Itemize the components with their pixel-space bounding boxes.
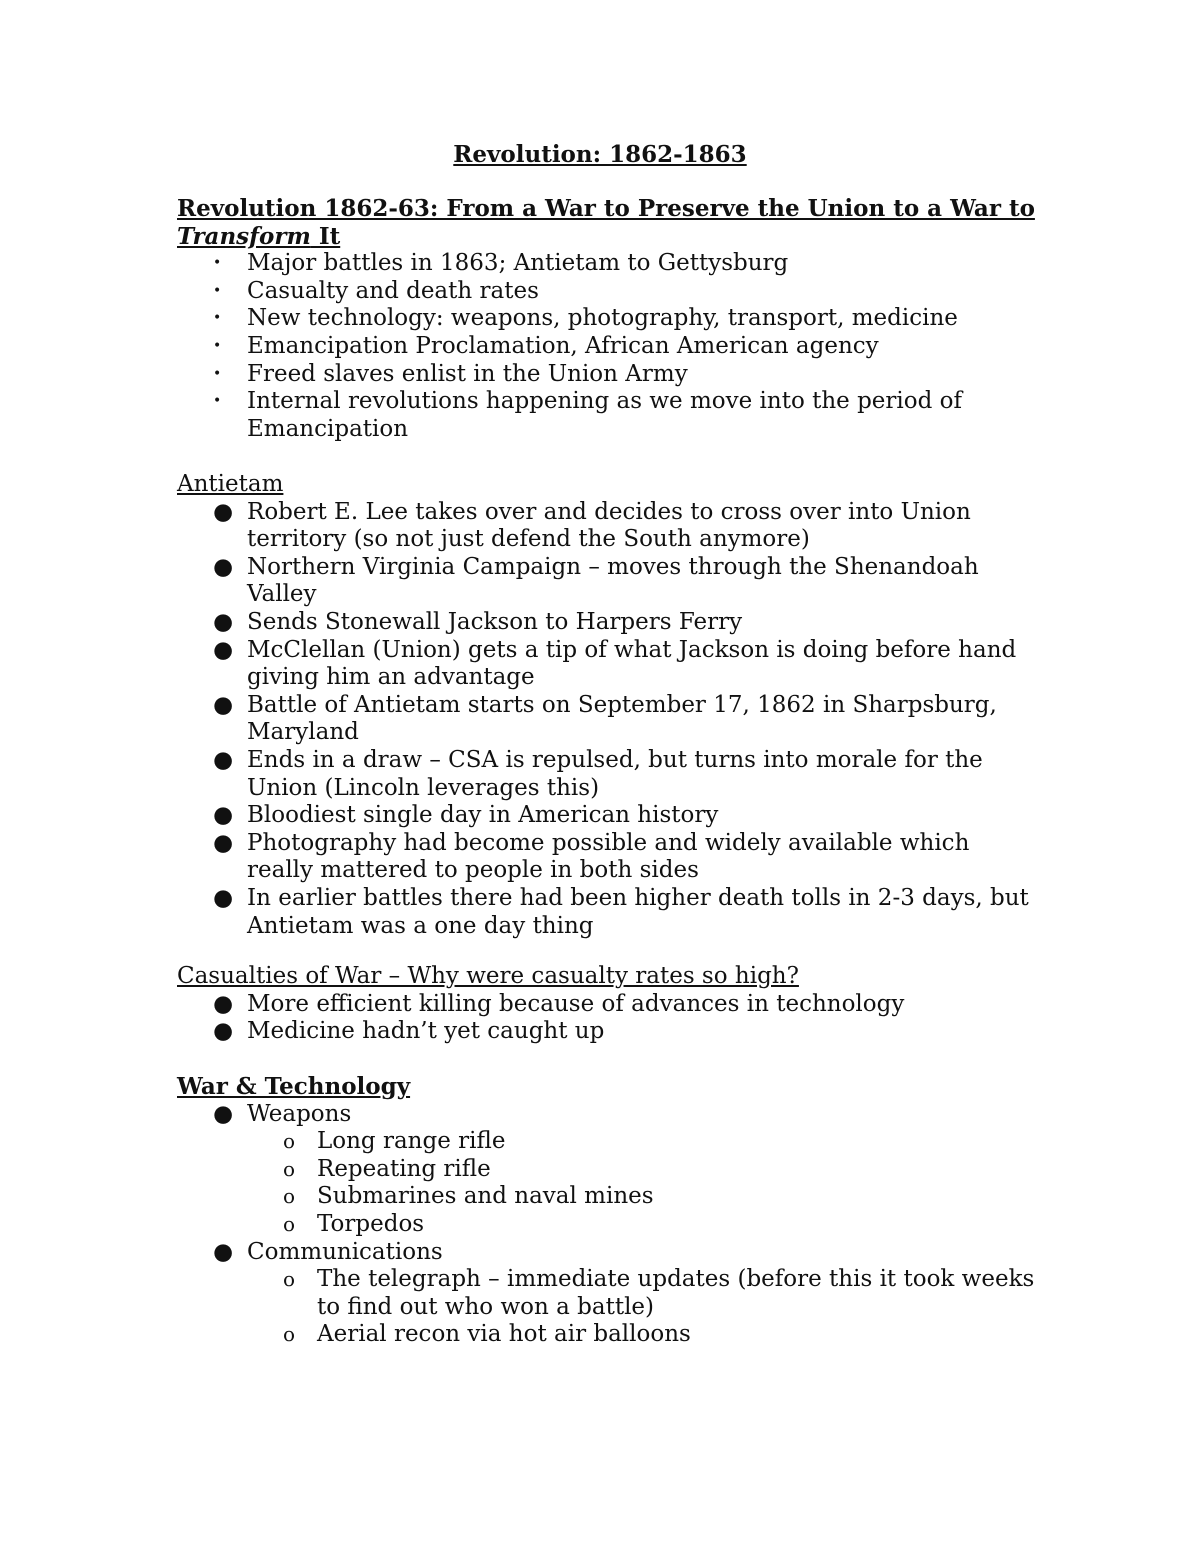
bullet-icon: • [213, 337, 222, 354]
circle-bullet-icon: o [283, 1156, 296, 1181]
list-item-text: Freed slaves enlist in the Union Army [247, 360, 688, 387]
sub-list-item [177, 1266, 1037, 1321]
sub-list-item [177, 1183, 1037, 1211]
list-item [177, 747, 1037, 802]
section-casualties [177, 963, 1037, 1046]
bullet-icon: ● [213, 636, 234, 663]
list-item-weapons [177, 1101, 1037, 1129]
sub-list-item [177, 1321, 1037, 1349]
sub-list-item [177, 1128, 1037, 1156]
list-item-text: Weapons [247, 1100, 352, 1127]
list-item [177, 692, 1037, 747]
list-item-text: New technology: weapons, photography, transport, medicine [247, 305, 958, 332]
bullet-icon: ● [213, 802, 234, 829]
list-item-text: Long range rifle [317, 1128, 506, 1155]
list-item-text: Northern Virginia Campaign – moves through the Shenandoah Valley [247, 553, 979, 608]
list-item [177, 499, 1037, 554]
heading-text-end: It [310, 222, 341, 250]
list-item-text: More efficient killing because of advances in technology [247, 990, 905, 1017]
section-heading [177, 195, 1037, 250]
bullet-icon: ● [213, 829, 234, 856]
list-item-text: Bloodiest single day in American history [247, 802, 719, 829]
list-item [177, 361, 1037, 389]
bullet-icon: ● [213, 1238, 234, 1265]
sub-bullet-list [177, 1128, 1037, 1238]
list-item [177, 1018, 1037, 1046]
list-item-text: Submarines and naval mines [317, 1183, 654, 1210]
list-item [177, 991, 1037, 1019]
circle-bullet-icon: o [283, 1267, 296, 1292]
list-item [177, 609, 1037, 637]
list-item-communications [177, 1239, 1037, 1267]
list-item-text: Ends in a draw – CSA is repulsed, but turns into morale for the Union (Lincoln leverages this) [247, 746, 983, 801]
heading-text-start: Revolution 1862-63: From a War to Preserve the Union to a War to [177, 195, 1035, 222]
circle-bullet-icon: o [283, 1129, 296, 1154]
bullet-icon: • [213, 393, 222, 410]
bullet-icon: ● [213, 691, 234, 718]
list-item-text: McClellan (Union) gets a tip of what Jackson is doing before hand giving him an advantage [247, 636, 1017, 691]
bullet-icon: ● [213, 1018, 234, 1045]
list-item-text: In earlier battles there had been higher death tolls in 2-3 days, but Antietam was a one day thing [247, 884, 1029, 939]
list-item [177, 637, 1037, 692]
section-heading [177, 963, 1037, 991]
section-heading [177, 471, 1037, 499]
circle-bullet-icon: o [283, 1184, 296, 1209]
list-item [177, 830, 1037, 885]
list-item [177, 278, 1037, 306]
bullet-icon: ● [213, 884, 234, 911]
heading-text: Casualties of War – Why were casualty rates so high? [177, 963, 799, 989]
bullet-icon: ● [213, 990, 234, 1017]
bullet-list [177, 1101, 1037, 1129]
list-item [177, 305, 1037, 333]
list-item-text: The telegraph – immediate updates (before this it took weeks to find out who won a battle) [317, 1266, 1035, 1320]
bullet-list [177, 1239, 1037, 1267]
list-item-text: Emancipation Proclamation, African American agency [247, 332, 879, 359]
list-item-text: Repeating rifle [317, 1155, 491, 1182]
bullet-icon: ● [213, 553, 234, 580]
list-item [177, 802, 1037, 830]
list-item-text: Aerial recon via hot air balloons [317, 1321, 691, 1348]
bullet-icon: ● [213, 498, 234, 525]
list-item-text: Major battles in 1863; Antietam to Gettysburg [247, 250, 789, 277]
sub-bullet-list [177, 1266, 1037, 1349]
list-item [177, 885, 1037, 940]
list-item-text: Photography had become possible and widely available which really mattered to people in both sides [247, 829, 970, 884]
list-item [177, 554, 1037, 609]
list-item [177, 250, 1037, 278]
list-item-text: Internal revolutions happening as we move into the period of Emancipation [247, 388, 963, 442]
bullet-icon: ● [213, 746, 234, 773]
bullet-icon: ● [213, 608, 234, 635]
heading-text: War & Technology [177, 1073, 411, 1100]
page-title: Revolution: 1862-1863 [453, 141, 747, 168]
bullet-icon: ● [213, 1100, 234, 1127]
bullet-list [177, 250, 1037, 443]
circle-bullet-icon: o [283, 1211, 296, 1236]
circle-bullet-icon: o [283, 1322, 296, 1347]
bullet-icon: • [213, 310, 222, 327]
bullet-list [177, 499, 1037, 941]
section-heading [177, 1073, 1037, 1101]
section-antietam [177, 471, 1037, 940]
sub-list-item [177, 1156, 1037, 1184]
list-item-text: Battle of Antietam starts on September 17, 1862 in Sharpsburg, Maryland [247, 691, 997, 746]
section-war-technology [177, 1073, 1037, 1349]
bullet-icon: • [213, 282, 222, 299]
list-item-text: Torpedos [317, 1210, 425, 1237]
list-item-text: Robert E. Lee takes over and decides to cross over into Union territory (so not just defend the South anymore) [247, 498, 971, 553]
list-item [177, 333, 1037, 361]
bullet-icon: • [213, 365, 222, 382]
list-item-text: Sends Stonewall Jackson to Harpers Ferry [247, 608, 743, 635]
list-item-text: Medicine hadn’t yet caught up [247, 1018, 605, 1045]
list-item-text: Casualty and death rates [247, 277, 539, 304]
bullet-icon: • [213, 255, 222, 272]
heading-text-emphasis: Transform [177, 222, 311, 250]
list-item-text: Communications [247, 1238, 443, 1265]
list-item [177, 388, 1037, 443]
sub-list-item [177, 1211, 1037, 1239]
section-revolution-overview [177, 195, 1037, 443]
bullet-list [177, 991, 1037, 1046]
heading-text: Antietam [177, 471, 284, 497]
